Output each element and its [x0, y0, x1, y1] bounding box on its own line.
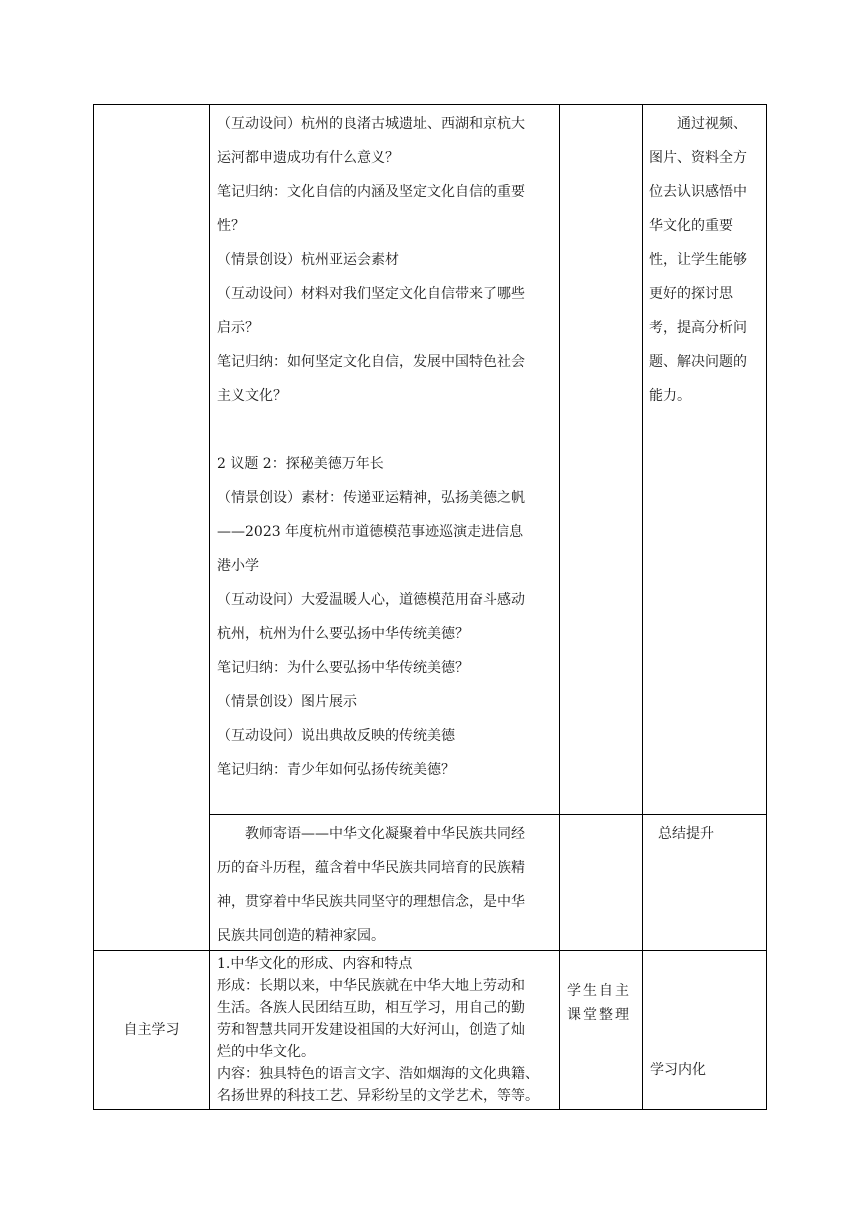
text-line: 能力。 — [649, 388, 691, 404]
text-line: 烂的中华文化。 — [217, 1044, 315, 1060]
text-line: 笔记归纳：如何坚定文化自信，发展中国特色社会 — [217, 354, 525, 370]
text-line: 教师寄语——中华文化凝聚着中华民族共同经 — [245, 826, 525, 842]
internalize-intent-cell — [650, 1053, 760, 1087]
text-line: （情景创设）图片展示 — [217, 694, 357, 710]
text-line: 笔记归纳：为什么要弘扬中华传统美德？ — [217, 660, 469, 676]
text-line: 通过视频、 — [677, 116, 747, 132]
text-line: ——2023 年度杭州市道德模范事迹巡演走进信息 — [217, 524, 524, 540]
text-line: 港小学 — [217, 558, 259, 574]
text-line: 民族共同创造的精神家园。 — [217, 928, 385, 944]
table-bottom-border — [93, 1109, 767, 1110]
text-line: 启示？ — [217, 320, 259, 336]
text-line: 杭州，杭州为什么要弘扬中华传统美德？ — [217, 626, 469, 642]
text-line: 考，提高分析问 — [649, 320, 747, 336]
text-line: 历的奋斗历程，蕴含着中华民族共同培育的民族精 — [217, 860, 525, 876]
text-line: 总结提升 — [658, 826, 714, 842]
text-line: 更好的探讨思 — [649, 286, 733, 302]
teaching-content-cell — [217, 107, 553, 787]
text-line: 内容：独具特色的语言文字、浩如烟海的文化典籍、 — [217, 1066, 539, 1082]
text-line: 图片、资料全方 — [649, 150, 747, 166]
text-line: （互动设问）材料对我们坚定文化自信带来了哪些 — [217, 286, 525, 302]
student-activity-cell — [567, 979, 637, 1027]
text-line: 学习内化 — [650, 1062, 706, 1078]
column-divider — [209, 104, 210, 1110]
design-intent-cell — [649, 107, 761, 413]
text-line: 2 议题 2：探秘美德万年长 — [217, 456, 384, 472]
text-line: 题、解决问题的 — [649, 354, 747, 370]
text-line: （情景创设）素材：传递亚运精神，弘扬美德之帆 — [217, 490, 525, 506]
text-line: 性？ — [217, 218, 245, 234]
text-line: 课堂整理 — [567, 1007, 631, 1023]
text-line: （情景创设）杭州亚运会素材 — [217, 252, 399, 268]
row-divider — [209, 814, 767, 815]
text-line: 神，贯穿着中华民族共同坚守的理想信念，是中华 — [217, 894, 525, 910]
text-line: 笔记归纳：青少年如何弘扬传统美德？ — [217, 762, 455, 778]
teacher-message-cell — [217, 817, 553, 953]
text-line: （互动设问）杭州的良渚古城遗址、西湖和京杭大 — [217, 116, 525, 132]
text-line: 笔记归纳：文化自信的内涵及坚定文化自信的重要 — [217, 184, 525, 200]
text-line: 劳和智慧共同开发建设祖国的大好河山，创造了灿 — [217, 1022, 525, 1038]
column-divider — [642, 104, 643, 1110]
text-line: （互动设问）大爱温暖人心，道德模范用奋斗感动 — [217, 592, 525, 608]
text-line: 名扬世界的科技工艺、异彩纷呈的文学艺术，等等。 — [217, 1088, 539, 1104]
table-top-border — [93, 104, 767, 105]
text-line: 学生自主 — [567, 983, 631, 999]
table-left-border — [93, 104, 94, 1110]
table-right-border — [766, 104, 767, 1110]
self-study-content-cell — [217, 953, 558, 1107]
stage-label: 自主学习 — [123, 1022, 180, 1038]
text-line: 运河都申遗成功有什么意义？ — [217, 150, 399, 166]
text-line: 性，让学生能够 — [649, 252, 747, 268]
text-line: （互动设问）说出典故反映的传统美德 — [217, 728, 455, 744]
text-line: 生活。各族人民团结互助，相互学习，用自己的勤 — [217, 1000, 525, 1016]
column-divider — [559, 104, 560, 1110]
summary-intent-cell — [658, 817, 762, 851]
text-line: 华文化的重要 — [649, 218, 733, 234]
blank-line — [217, 413, 553, 447]
text-line: 位去认识感悟中 — [649, 184, 747, 200]
text-line: 主义文化？ — [217, 388, 287, 404]
stage-label-cell — [94, 1013, 209, 1047]
text-line: 1.中华文化的形成、内容和特点 — [217, 956, 413, 972]
text-line: 形成：长期以来，中华民族就在中华大地上劳动和 — [217, 978, 525, 994]
